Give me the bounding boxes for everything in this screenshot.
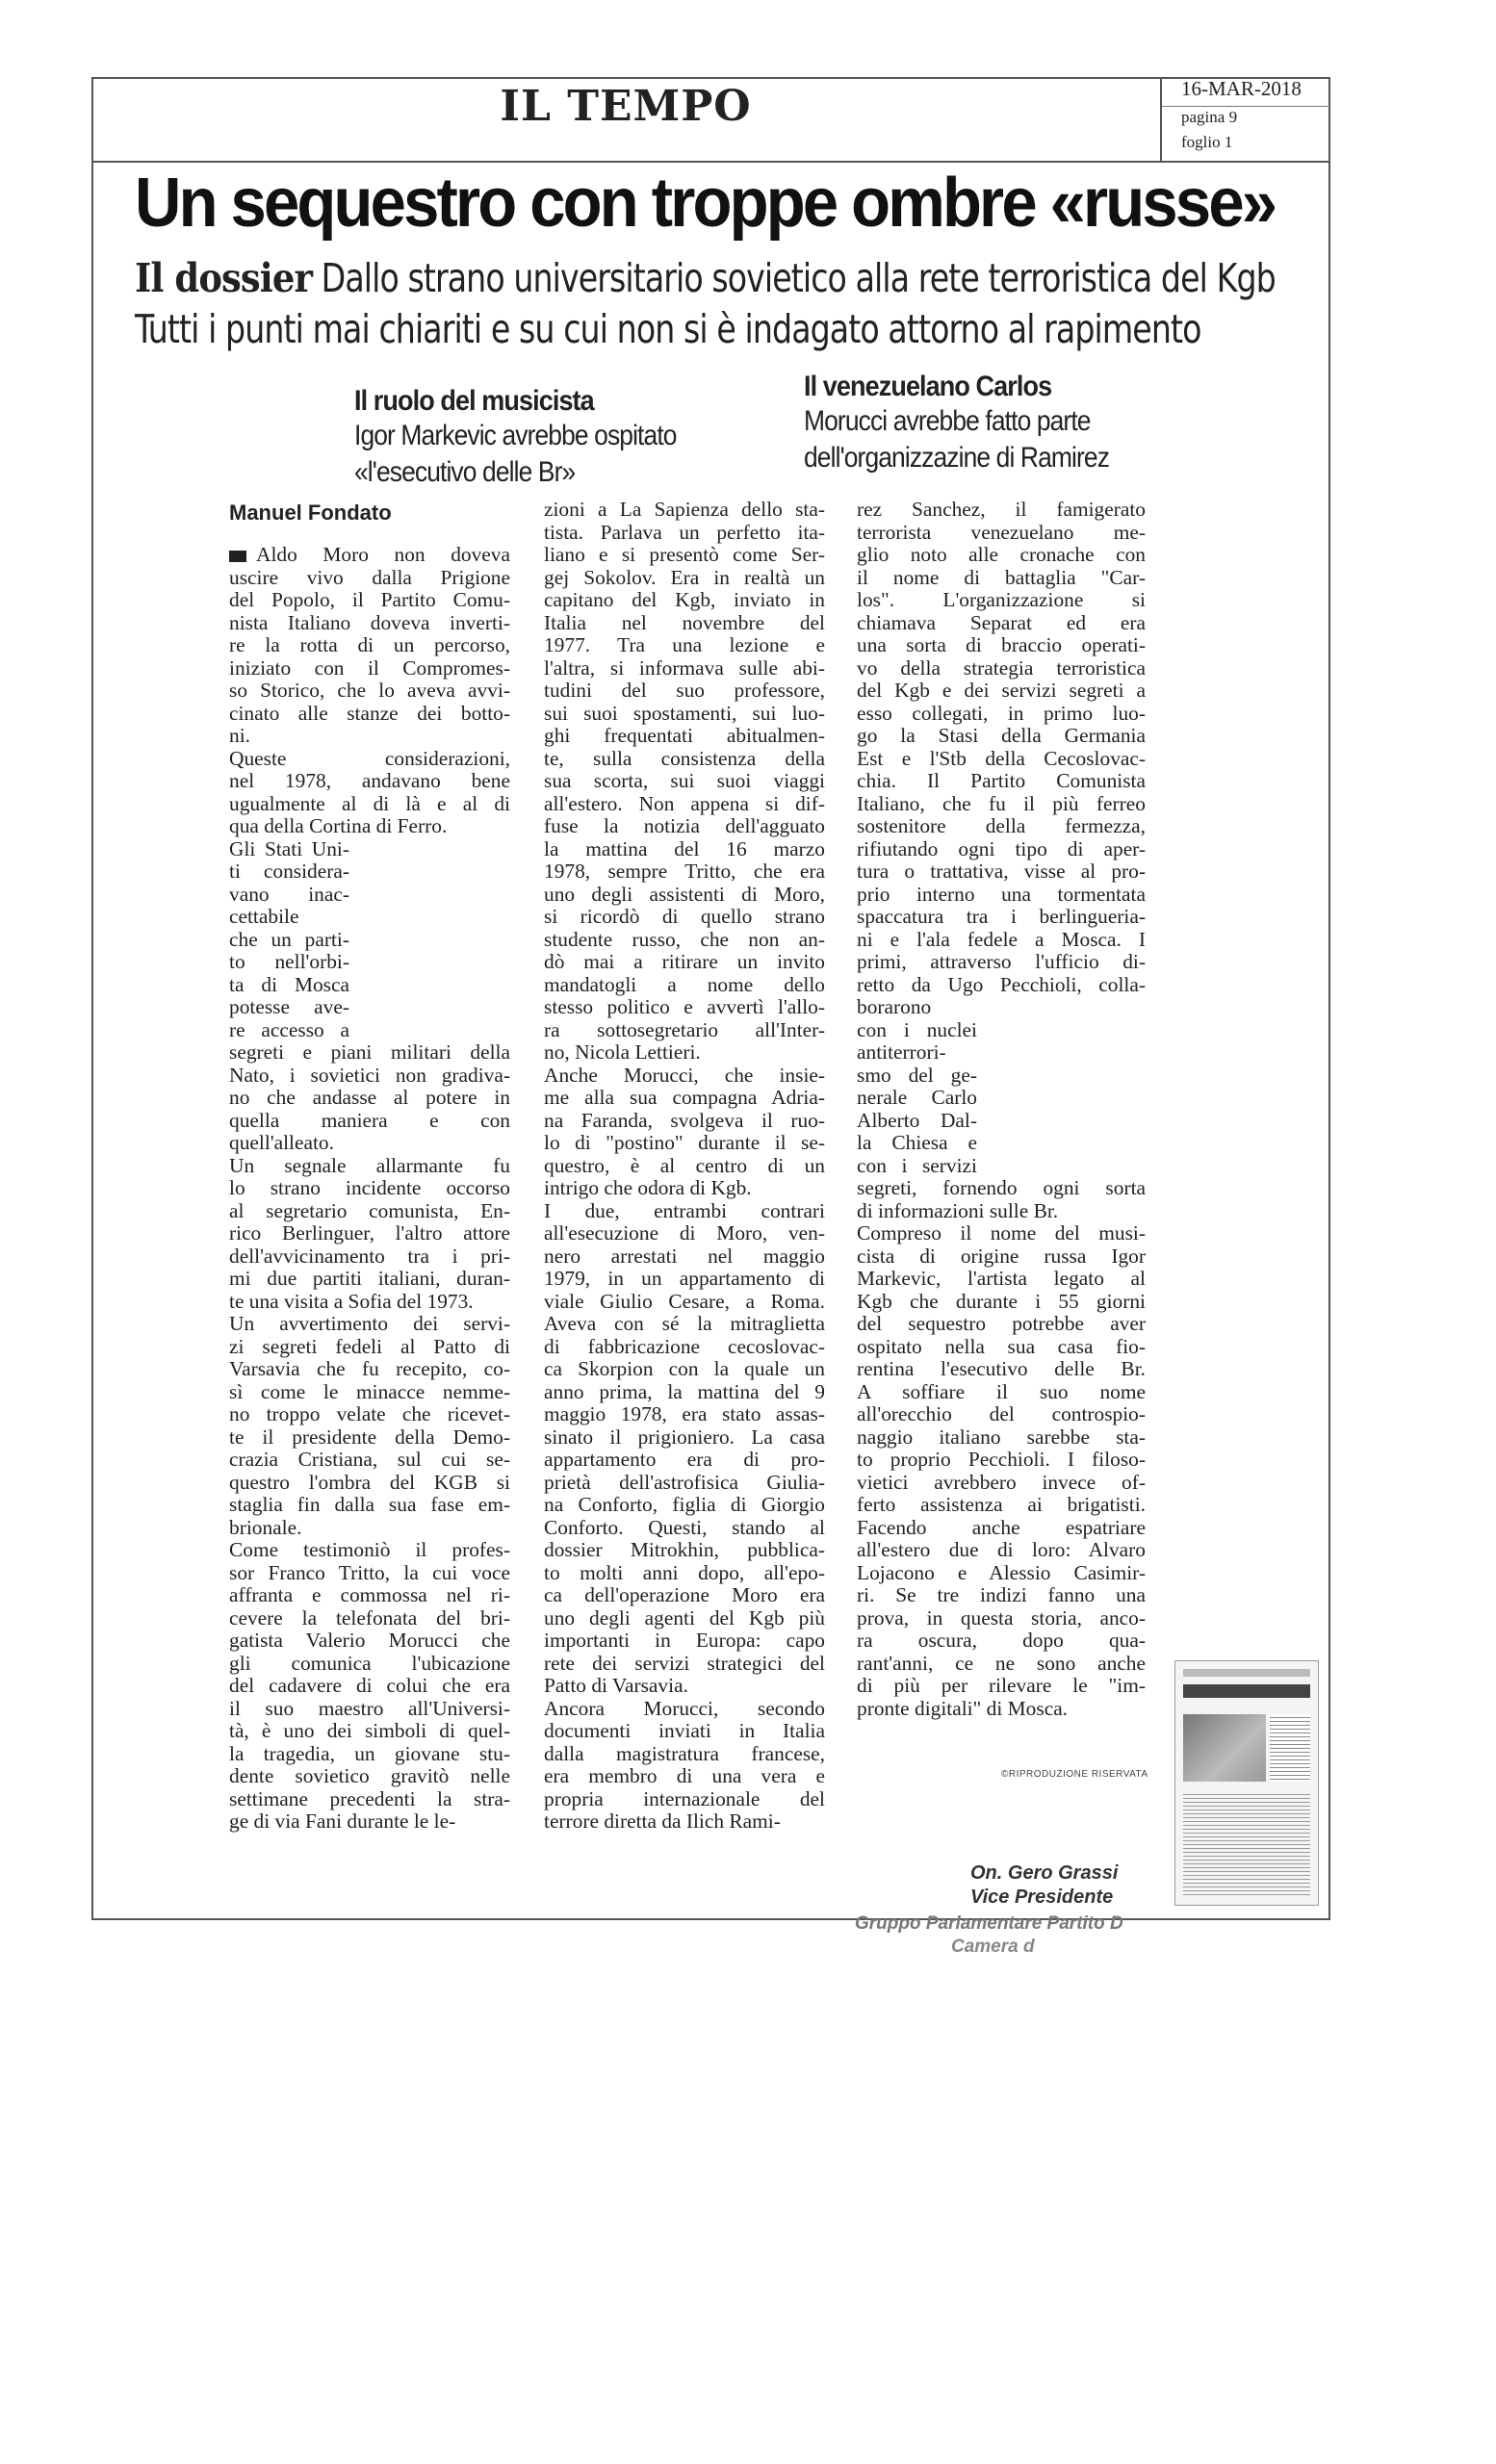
article-line: cettabile xyxy=(229,906,299,928)
article-line: Est e l'Stb della Cecoslovac- xyxy=(857,747,1146,770)
subhead-line-1 xyxy=(135,255,1276,301)
article-line: to proprio Pecchioli. I filoso- xyxy=(857,1449,1146,1471)
article-line: dossier Mitrokhin, pubblica- xyxy=(544,1539,825,1561)
stamp-role: Vice Presidente xyxy=(970,1886,1114,1908)
date-box-divider xyxy=(1162,106,1330,107)
article-line: propria internazionale del xyxy=(544,1787,825,1810)
article-line: il nome di battaglia "Car- xyxy=(857,566,1146,589)
article-line: Ancora Morucci, secondo xyxy=(544,1697,825,1720)
article-line: cevere la telefonata del bri- xyxy=(229,1606,510,1630)
article-line: nel 1978, andavano bene xyxy=(229,770,510,792)
article-line: la tragedia, un giovane stu- xyxy=(229,1742,510,1765)
article-line: sor Franco Tritto, la cui voce xyxy=(229,1561,510,1584)
article-line: lo strano incidente occorso xyxy=(229,1177,510,1199)
article-line: ghi frequentati abitualmen- xyxy=(544,725,825,747)
article-line: ugualmente al di là e al di xyxy=(229,792,510,815)
article-line: zi segreti fedeli al Patto di xyxy=(229,1335,510,1358)
article-line: di più per rilevare le "im- xyxy=(857,1675,1146,1697)
article-line: dò mai a ritirare un invito xyxy=(544,951,825,973)
article-line: ra oscura, dopo qua- xyxy=(857,1630,1146,1652)
stamp-name: On. Gero Grassi xyxy=(970,1862,1119,1884)
page-thumbnail xyxy=(1174,1660,1319,1906)
article-line: importanti in Europa: capo xyxy=(544,1630,825,1652)
thumbnail-text xyxy=(1183,1791,1310,1897)
article-line: nerale Carlo xyxy=(857,1087,977,1109)
article-line: qua della Cortina di Ferro. xyxy=(229,815,448,837)
article-line: era membro di una vera e xyxy=(544,1765,825,1787)
article-line: naggio italiano sarebbe sta- xyxy=(857,1425,1146,1449)
article-line: all'estero due di loro: Alvaro xyxy=(857,1539,1146,1561)
article-line: tista. Parlava un perfetto ita- xyxy=(544,521,825,544)
article-line xyxy=(229,544,510,567)
article-line: sua scorta, sui suoi viaggi xyxy=(544,770,825,792)
article-line: rifiutando ogni tipo di aper- xyxy=(857,837,1146,860)
article-line: Patto di Varsavia. xyxy=(544,1675,688,1697)
article-line: il suo maestro all'Universi- xyxy=(229,1697,510,1720)
article-line: Conforto. Questi, stando al xyxy=(544,1516,825,1539)
article-line: chia. Il Partito Comunista xyxy=(857,770,1146,792)
article-line: sostenitore della fermezza, xyxy=(857,815,1146,837)
article-line: 1977. Tra una lezione e xyxy=(544,634,825,656)
article-line: los". L'organizzazione si xyxy=(857,589,1146,611)
article-line: all'estero. Non appena si dif- xyxy=(544,792,825,815)
article-column-2 xyxy=(544,499,825,1834)
article-line: sì come le minacce nemme- xyxy=(229,1380,510,1403)
article-line-text: Aldo Moro non doveva xyxy=(256,544,510,566)
article-line: I due, entrambi contrari xyxy=(544,1199,825,1222)
article-column-1 xyxy=(229,544,510,1834)
article-line: ni e l'ala fedele a Mosca. I xyxy=(857,928,1146,951)
article-line: borarono xyxy=(857,996,932,1018)
article-line: vo della strategia terroristica xyxy=(857,656,1146,680)
article-line: 1978, sempre Tritto, che era xyxy=(544,860,825,883)
article-line: no che andasse al potere in xyxy=(229,1087,510,1109)
article-line: Un segnale allarmante fu xyxy=(229,1154,510,1177)
article-line: te una visita a Sofia del 1973. xyxy=(229,1290,474,1313)
article-line: si ricordò di quello strano xyxy=(544,906,825,928)
article-line: del Kgb e dei servizi segreti a xyxy=(857,680,1146,702)
article-line: prova, in questa storia, anco- xyxy=(857,1606,1146,1630)
box-line: Morucci avrebbe fatto parte xyxy=(804,405,1091,437)
article-line: studente russo, che non an- xyxy=(544,928,825,951)
article-line: sinato il prigioniero. La casa xyxy=(544,1425,825,1449)
article-line: to nell'orbi- xyxy=(229,951,349,973)
article-line: uno degli assistenti di Moro, xyxy=(544,883,825,906)
article-line: di informazioni sulle Br. xyxy=(857,1199,1059,1222)
article-line: viale Giulio Cesare, a Roma. xyxy=(544,1290,825,1313)
headline: Un sequestro con troppe ombre «russe» xyxy=(135,165,1276,242)
article-line: dalla magistratura francese, xyxy=(544,1742,825,1765)
article-line: ra sottosegretario all'Inter- xyxy=(544,1018,825,1041)
article-line: terrorista venezuelano me- xyxy=(857,521,1146,544)
article-line: ni. xyxy=(229,725,250,747)
article-line: questro, è al centro di un xyxy=(544,1154,825,1177)
article-line: di fabbricazione cecoslovac- xyxy=(544,1335,825,1358)
article-line: ospitato nella sua casa fio- xyxy=(857,1335,1146,1358)
article-line: uscire vivo dalla Prigione xyxy=(229,566,510,589)
article-line: spaccatura tra i berlingueria- xyxy=(857,906,1146,928)
article-line: nero arrestati nel maggio xyxy=(544,1245,825,1268)
article-line: Lojacono e Alessio Casimir- xyxy=(857,1561,1146,1584)
article-line: so Storico, che lo aveva avvi- xyxy=(229,680,510,702)
article-line: documenti inviati in Italia xyxy=(544,1720,825,1742)
article-line: te, sulla consistenza della xyxy=(544,747,825,770)
article-line: Nato, i sovietici non gradiva- xyxy=(229,1064,510,1087)
article-line: segreti, fornendo ogni sorta xyxy=(857,1177,1146,1199)
date-box xyxy=(1160,77,1330,161)
article-line: capitano del Kgb, inviato in xyxy=(544,589,825,611)
article-line: to molti anni dopo, all'epo- xyxy=(544,1561,825,1584)
subhead-line-1-text: Dallo strano universitario sovietico alla rete terroristica del Kgb xyxy=(321,255,1276,301)
article-line: retto da Ugo Pecchioli, colla- xyxy=(857,973,1146,996)
page-number: pagina 9 xyxy=(1181,108,1238,126)
article-line: al segretario comunista, En- xyxy=(229,1199,510,1222)
article-line: pronte digitali" di Mosca. xyxy=(857,1697,1069,1720)
article-line: rez Sanchez, il famigerato xyxy=(857,499,1146,521)
article-line: la mattina del 16 marzo xyxy=(544,837,825,860)
thumbnail-topline xyxy=(1183,1669,1310,1677)
author-byline: Manuel Fondato xyxy=(229,500,392,525)
article-line: appartamento era di pro- xyxy=(544,1449,825,1471)
article-line: intrigo che odora di Kgb. xyxy=(544,1177,752,1199)
article-line: una sorta di braccio operati- xyxy=(857,634,1146,656)
article-line: crazia Cristiana, sul cui se- xyxy=(229,1449,510,1471)
article-line: affranta e commossa nel ri- xyxy=(229,1584,510,1606)
box-title: Il venezuelano Carlos xyxy=(804,371,1052,402)
article-line: quell'alleato. xyxy=(229,1132,334,1154)
article-line: zioni a La Sapienza dello sta- xyxy=(544,499,825,521)
article-line: Queste considerazioni, xyxy=(229,747,510,770)
article-line: tudini del suo professore, xyxy=(544,680,825,702)
article-line: staglia fin dalla sua fase em- xyxy=(229,1494,510,1516)
article-line: questro l'ombra del KGB si xyxy=(229,1471,510,1494)
article-line: maggio 1978, era stato assas- xyxy=(544,1403,825,1425)
article-line: dell'avvicinamento tra i pri- xyxy=(229,1245,510,1268)
article-line: A soffiare il suo nome xyxy=(857,1380,1146,1403)
article-line: tura o trattativa, visse al pro- xyxy=(857,860,1146,883)
article-line: quella maniera e con xyxy=(229,1109,510,1132)
article-line: Italiano, che fu il più ferreo xyxy=(857,792,1146,815)
article-line: 1979, in un appartamento di xyxy=(544,1268,825,1290)
box-title: Il ruolo del musicista xyxy=(354,385,594,417)
box-line: dell'organizzazine di Ramirez xyxy=(804,442,1110,474)
lead-bullet xyxy=(229,551,246,562)
article-line: rete dei servizi strategici del xyxy=(544,1652,825,1675)
article-line: con i servizi xyxy=(857,1154,977,1177)
article-line: mandatogli a nome dello xyxy=(544,973,825,996)
box-line: «l'esecutivo delle Br» xyxy=(354,456,576,488)
article-line: Varsavia che fu recepito, co- xyxy=(229,1358,510,1380)
article-line: rico Berlinguer, l'altro attore xyxy=(229,1222,510,1245)
article-line: rentina l'esecutivo delle Br. xyxy=(857,1358,1146,1380)
article-column-3 xyxy=(857,499,1146,1720)
article-line: no, Nicola Lettieri. xyxy=(544,1041,701,1064)
article-line: ta di Mosca xyxy=(229,973,349,996)
article-line: esso collegati, in primo luo- xyxy=(857,702,1146,725)
article-line: Alberto Dal- xyxy=(857,1109,977,1132)
article-line: all'orecchio del controspio- xyxy=(857,1403,1146,1425)
article-line: segreti e piani militari della xyxy=(229,1041,510,1064)
article-line: ge di via Fani durante le le- xyxy=(229,1810,456,1833)
masthead: IL TEMPO xyxy=(500,82,752,131)
article-line: me alla sua compagna Adria- xyxy=(544,1087,825,1109)
article-line: del sequestro potrebbe aver xyxy=(857,1313,1146,1335)
article-line: iniziato con il Compromes- xyxy=(229,656,510,680)
article-line: Facendo anche espatriare xyxy=(857,1516,1146,1539)
article-line: all'esecuzione di Moro, ven- xyxy=(544,1222,825,1245)
box-carlos xyxy=(804,371,1150,476)
article-line: Gli Stati Uni- xyxy=(229,837,349,860)
box-line: Igor Markevic avrebbe ospitato xyxy=(354,420,677,451)
masthead-rule xyxy=(91,161,1330,163)
date: 16-MAR-2018 xyxy=(1181,77,1302,100)
article-line: gej Sokolov. Era in realtà un xyxy=(544,566,825,589)
article-line: no troppo velate che ricevet- xyxy=(229,1403,510,1425)
article-line: terrore diretta da Ilich Rami- xyxy=(544,1810,781,1833)
article-line: lo di "postino" durante il se- xyxy=(544,1132,825,1154)
article-line: dente sovietico gravitò nelle xyxy=(229,1765,510,1787)
sheet-number: foglio 1 xyxy=(1181,133,1233,151)
box-musician xyxy=(354,385,720,491)
article-line: nista Italiano doveva inverti- xyxy=(229,611,510,634)
article-line: cinato alle stanze dei botto- xyxy=(229,702,510,725)
article-line: uno degli agenti del Kgb più xyxy=(544,1606,825,1630)
article-line: chiamava Separat ed era xyxy=(857,611,1146,634)
article-line: re la rotta di un percorso, xyxy=(229,634,510,656)
article-line: go la Stasi della Germania xyxy=(857,725,1146,747)
article-line: vietici avrebbero invece of- xyxy=(857,1471,1146,1494)
article-line: ri. Se tre indizi fanno una xyxy=(857,1584,1146,1606)
article-line: te il presidente della Demo- xyxy=(229,1425,510,1449)
article-line: con i nuclei xyxy=(857,1018,977,1041)
article-line: re accesso a xyxy=(229,1018,349,1041)
article-line: la Chiesa e xyxy=(857,1132,977,1154)
article-line: Aveva con sé la mitraglietta xyxy=(544,1313,825,1335)
article-line: glio noto alle cronache con xyxy=(857,544,1146,566)
article-line: Come testimoniò il profes- xyxy=(229,1539,510,1561)
article-line: gatista Valerio Morucci che xyxy=(229,1630,510,1652)
article-line: liano e si presentò come Ser- xyxy=(544,544,825,566)
article-line: na Conforto, figlia di Giorgio xyxy=(544,1494,825,1516)
article-line: antiterrori- xyxy=(857,1041,946,1064)
article-line: stesso politico e avvertì l'allo- xyxy=(544,996,825,1018)
article-line: rant'anni, ce ne sono anche xyxy=(857,1652,1146,1675)
article-line: potesse ave- xyxy=(229,996,349,1018)
article-line: prietà dell'astrofisica Giulia- xyxy=(544,1471,825,1494)
article-line: Italia nel novembre del xyxy=(544,611,825,634)
article-line: ca Skorpion con la quale un xyxy=(544,1358,825,1380)
stamp-group: Gruppo Parlamentare Partito D xyxy=(855,1913,1123,1934)
article-line: cista di origine russa Igor xyxy=(857,1245,1146,1268)
subhead-kicker: Il dossier xyxy=(135,255,313,301)
article-line: Kgb che durante i 55 giorni xyxy=(857,1290,1146,1313)
article-line: tà, è uno dei simboli di quel- xyxy=(229,1720,510,1742)
stamp-house: Camera d xyxy=(951,1937,1035,1957)
article-line: na Faranda, svolgeva il ruo- xyxy=(544,1109,825,1132)
article-line: anno prima, la mattina del 9 xyxy=(544,1380,825,1403)
article-line: vano inac- xyxy=(229,883,349,906)
reproduction-note: ©RIPRODUZIONE RISERVATA xyxy=(1001,1769,1148,1780)
article-line: che un parti- xyxy=(229,928,349,951)
subhead-line-2: Tutti i punti mai chiariti e su cui non si è indagato attorno al rapimento xyxy=(135,306,1201,352)
thumbnail-photo xyxy=(1183,1714,1266,1782)
article-line: mi due partiti italiani, duran- xyxy=(229,1268,510,1290)
thumbnail-caption xyxy=(1270,1714,1310,1782)
article-line: smo del ge- xyxy=(857,1064,977,1087)
article-line: gli comunica l'ubicazione xyxy=(229,1652,510,1675)
article-line: fuse la notizia dell'agguato xyxy=(544,815,825,837)
article-line: l'altra, si informava sulle abi- xyxy=(544,656,825,680)
article-line: del cadavere di colui che era xyxy=(229,1675,510,1697)
article-line: primi, attraverso l'ufficio di- xyxy=(857,951,1146,973)
article-line: Compreso il nome del musi- xyxy=(857,1222,1146,1245)
article-line: ferto assistenza ai brigatisti. xyxy=(857,1494,1146,1516)
article-line: ca dell'operazione Moro era xyxy=(544,1584,825,1606)
article-line: brionale. xyxy=(229,1516,302,1539)
article-line: settimane precedenti la stra- xyxy=(229,1787,510,1810)
article-line: prio interno una tormentata xyxy=(857,883,1146,906)
article-line: del Popolo, il Partito Comu- xyxy=(229,589,510,611)
article-line: sui suoi spostamenti, sui luo- xyxy=(544,702,825,725)
article-line: Anche Morucci, che insie- xyxy=(544,1064,825,1087)
thumbnail-headline xyxy=(1183,1684,1310,1698)
article-line: Markevic, l'artista legato al xyxy=(857,1268,1146,1290)
article-line: Un avvertimento dei servi- xyxy=(229,1313,510,1335)
article-line: ti considera- xyxy=(229,860,349,883)
